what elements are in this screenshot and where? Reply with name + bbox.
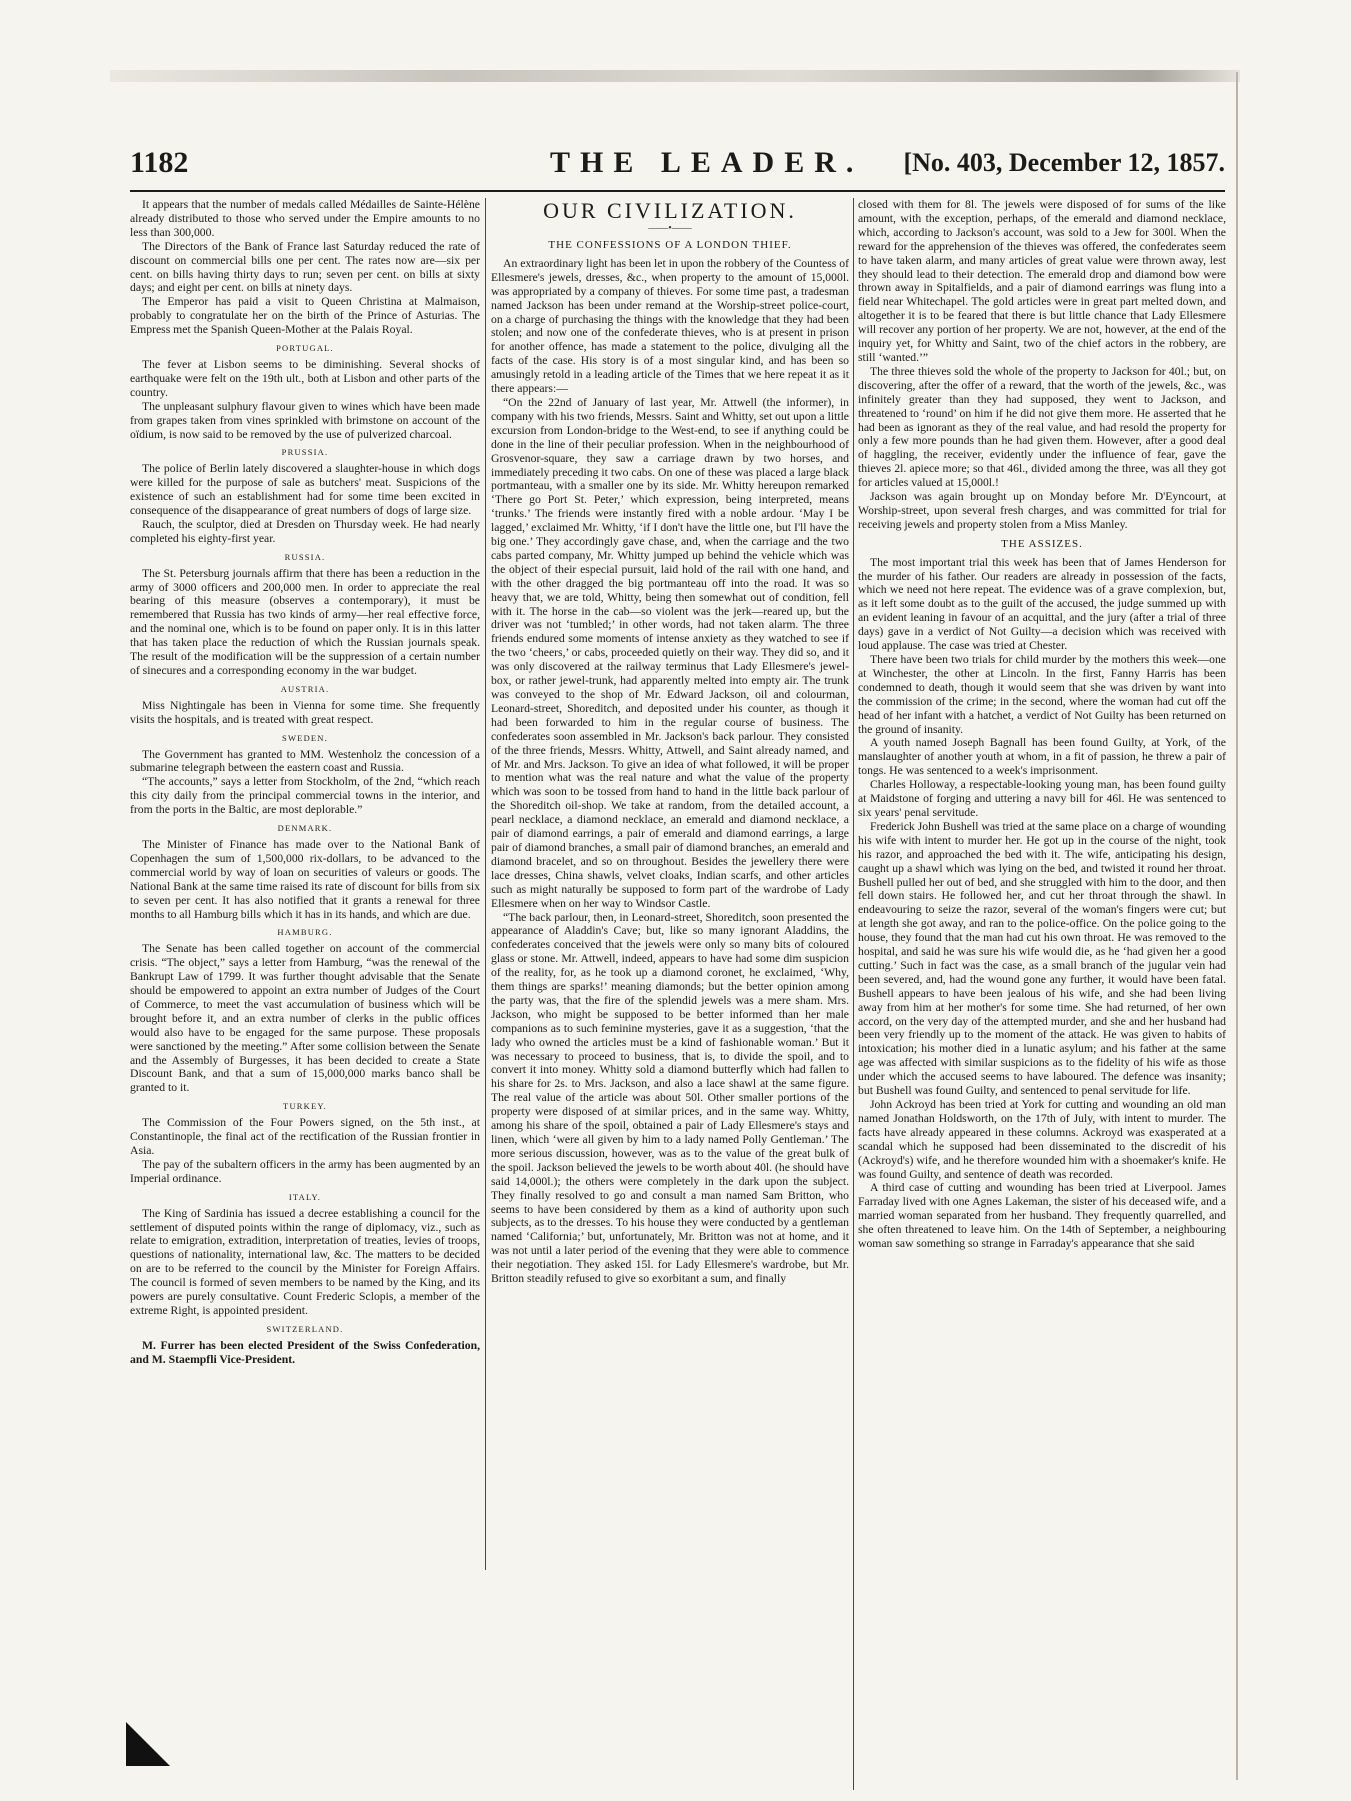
paragraph: A third case of cutting and wounding has been tried at Liverpool. James Farraday lived with one Agnes Lakeman, the sister of his deceased wife, and a married woman separated from her husband. They frequently quarrelled, and she often threatened to leave him. On the 14th of September, a neighbouring woman saw something so strange in Farraday's appearance that she said	[858, 1181, 1226, 1251]
paragraph: John Ackroyd has been tried at York for cutting and wounding an old man named Jonathan Holdsworth, on the 17th of July, with intent to murder. The facts have already appeared in these columns. Ackroyd was exasperated at a scandal which he supposed had been disseminated to the discredit of his (Ackroyd's) wife, and he therefore wounded him with a shoemaker's knife. He was found Guilty, and sentence of death was recorded.	[858, 1098, 1226, 1181]
paragraph: Jackson was again brought up on Monday before Mr. D'Eyncourt, at Worship-street, upon several fresh charges, and was committed for trial for receiving jewels and property stolen from a Miss Manley.	[858, 490, 1226, 531]
section-heading-portugal: PORTUGAL.	[276, 343, 334, 354]
section-heading-austria: AUSTRIA.	[280, 683, 330, 694]
paragraph: closed with them for 8l. The jewels were disposed of for sums of the like amount, with the exception, perhaps, of the emerald and diamond necklace, which, according to Jackson's account, was sold to a Jew for 300l. When the reward for the apprehension of the thieves was offered, the confederates seem to have taken alarm, and many articles of great value were thrown away, lest they should lead to their detection. The emerald drop and diamond bow were thrown away in Spitalfields, and a pair of diamond earrings was flung into a field near Whitechapel. The gold articles were in great part melted down, and altogether it is to be feared that there is but little chance that Lady Ellesmere will recover any portion of her property. We are not, however, at the end of the inquiry yet, for Whitty and Saint, two of the chief actors in the robbery, are still ‘wanted.’”	[858, 198, 1226, 364]
paragraph: A youth named Joseph Bagnall has been found Guilty, at York, of the manslaughter of another youth at whom, in a fit of passion, he threw a pair of tongs. He was sentenced to a week's imprisonment.	[858, 736, 1226, 778]
column-divider-1	[485, 198, 486, 1570]
page-header	[130, 146, 1225, 186]
corner-mark-icon	[126, 1722, 170, 1766]
column-foreign-news	[130, 198, 480, 1570]
paragraph: Rauch, the sculptor, died at Dresden on Thursday week. He had nearly completed his eighty-first year.	[130, 517, 480, 545]
section-title: OUR CIVILIZATION.	[543, 198, 797, 223]
section-heading-denmark: DENMARK.	[277, 823, 333, 834]
column-divider-2	[853, 198, 854, 1790]
paragraph: The Minister of Finance has made over to the National Bank of Copenhagen the sum of 1,500,000 rix-dollars, to be advanced to the commercial world by way of loan on securities of valeurs or goods. The National Bank at the same time raised its rate of discount for bills from six to seven per cent. It has also notified that it grants a renewal for three months to all Hamburg bills which it has in its hands, and which are due.	[130, 837, 480, 921]
article-title-assizes: THE ASSIZES.	[1001, 537, 1083, 550]
scan-smudge	[110, 70, 1240, 82]
page-edge	[1236, 72, 1238, 1780]
paragraph: “The accounts,” says a letter from Stockholm, of the 2nd, “which reach this city daily from the principal commercial towns in the interior, and from the ports in the Baltic, are most deplorable.”	[130, 775, 480, 817]
paragraph: The pay of the subaltern officers in the army has been augmented by an Imperial ordinance.	[130, 1157, 480, 1185]
paragraph: Miss Nightingale has been in Vienna for some time. She frequently visits the hospitals, and is treated with great respect.	[130, 698, 480, 726]
paragraph: Charles Holloway, a respectable-looking young man, has been found guilty at Maidstone of forging and uttering a navy bill for 46l. He was sentenced to six years' penal servitude.	[858, 778, 1226, 819]
paragraph: The Emperor has paid a visit to Queen Christina at Malmaison, probably to congratulate her on the birth of the Prince of Asturias. The Empress met the Spanish Queen-Mother at the Palais Royal.	[130, 295, 480, 337]
paragraph: The Senate has been called together on account of the commercial crisis. “The object,” says a letter from Hamburg, “was the renewal of the Bankrupt Law of 1799. It was further thought advisable that the Senate should be empowered to appoint an extra number of Judges of the Court of Commerce, to meet the vast accumulation of business which will be brought before it, and an extra number of clerks in the public offices would also have to be engaged for the same purpose. These proposals were sanctioned by the meeting.” After some collision between the Senate and the Assembly of Burgesses, it has been decided to create a State Discount Bank, and that a sum of 15,000,000 marks banco shall be granted to it.	[130, 942, 480, 1095]
paragraph: There have been two trials for child murder by the mothers this week—one at Winchester, the other at Lincoln. In the first, Fanny Harris has been condemned to death, though it would seem that she was driven by want into the commission of the crime; in the second, where the woman had cut off the head of her infant with a hatchet, a verdict of Not Guilty has been returned on the ground of insanity.	[858, 653, 1226, 736]
paragraph: The most important trial this week has been that of James Henderson for the murder of his father. Our readers are already in possession of the facts, which we need not here repeat. The evidence was of a grave complexion, but, as it left some doubt as to the guilt of the accused, the judge summed up with an evident leaning in favour of an acquittal, and the jury (after a trial of three days) gave in a verdict of Not Guilty—a decision which was received with loud applause. The case was tried at Chester.	[858, 555, 1226, 653]
column-our-civilization	[491, 198, 849, 1790]
section-heading-russia: RUSSIA.	[284, 551, 326, 562]
ornament: ——•——	[648, 223, 692, 234]
paragraph: “On the 22nd of January of last year, Mr. Attwell (the informer), in company with his two friends, Messrs. Saint and Whitty, set out upon a little excursion from London-bridge to the West-end, to see if anything could be done in the line of their peculiar profession. When in the neighbourhood of Grosvenor-square, they saw a carriage drawn by two horses, and immediately preceding it two cabs. On one of these was placed a large black portmanteau, with a smaller one by its side. Mr. Whitty hereupon remarked ‘There go Port St. Peter,’ which expression, being interpreted, means ‘trunks.’ The friends were instantly fired with a noble ardour. ‘May I be lagged,’ exclaimed Mr. Whitty, ‘if I don't have the little one, but I'll have the big one.’ They accordingly gave chase, and, when the carriage and the two cabs parted company, Mr. Whitty jumped up behind the vehicle which was the object of their especial pursuit, laid hold of the rail with one hand, and with the other dragged the big portmanteau off into the road. It was so heavy that, we are told, Whitty, being then somewhat out of condition, fell with it. The horse in the cab—so violent was the jerk—reared up, but the driver was not ‘tumbled;’ in other words, had not taken alarm. The three friends endured some moments of intense anxiety as they watched to see if the two ‘cheers,’ or cabs, proceeded quietly on their way. They did so, and it was only discovered at the railway terminus that Lady Ellesmere's jewel-box, or rather jewel-trunk, had apparently melted into empty air. The trunk was conveyed to the shop of Mr. Edward Jackson, oil and colourman, Leonard-street, Shoreditch, and deposited under his counter, as though it had been forwarded to him in the regular course of business. The confederates soon assembled in Mr. Jackson's back parlour. They consisted of the three friends, Messrs. Whitty, Attwell, and Saint already named, and of Mr. and Mrs. Jackson. To give an idea of what followed, it will be proper to mention what was the real nature and what the value of the property which was soon to be tossed from hand to hand in the little back parlour of the Shoreditch oil-shop. We take at random, from the detailed account, a pearl necklace, a diamond necklace, an emerald and diamond necklace, a pair of diamond earrings, a pair of emerald and diamond earrings, a large pair of diamond branches, a small pair of diamond branches, an emerald and diamond bracelet, and so on throughout. Besides the jewellery there were lace dresses, China shawls, velvet cloaks, Indian scarfs, and other articles such as might naturally be supposed to form part of the wardrobe of Lady Ellesmere when on her way to Windsor Castle.	[491, 395, 849, 910]
issue-date: [No. 403, December 12, 1857.	[903, 148, 1225, 177]
paragraph: The Directors of the Bank of France last Saturday reduced the rate of discount on commercial bills one per cent. The rates now are—six per cent. on bills having thirty days to run; seven per cent. on bills at sixty days; and eight per cent. on bills at ninety days.	[130, 239, 480, 295]
column-assizes	[858, 198, 1226, 1790]
section-heading-hamburg: HAMBURG.	[277, 927, 333, 938]
paragraph: Frederick John Bushell was tried at the same place on a charge of wounding his wife with intent to murder her. He got up in the course of the night, took his razor, and approached the bed with it. The wife, anticipating his design, caught up a shawl which was lying on the bed, and twisted it round her throat. Bushell pulled her out of bed, and she struggled with him to the door, and then fell down stairs. He followed her, and cut her throat through the shawl. In endeavouring to seize the razor, several of the woman's fingers were cut; but at length she got away, and ran to the police-office. On the police going to the house, they found that the man had cut his own throat. He was removed to the hospital, and said he was sure his wife would die, as he ‘had given her a good cutting.’ Such in fact was the case, as a small branch of the jugular vein had been severed, and, had the wound gone any further, it would have been fatal. Bushell appears to have been jealous of his wife, and she had been living away from him at her mother's for some time. She had returned, of her own accord, on the very day of the attempted murder, and she and her husband had been very friendly up to the moment of the attack. He was given to habits of intoxication; his mother died in a lunatic asylum; and his father at the same age was affected with similar suspicions as to the fidelity of his wife as those under which the accused seems to have laboured. The defence was insanity; but Bushell was found Guilty, and sentenced to penal servitude for life.	[858, 819, 1226, 1098]
section-heading-switzerland: SWITZERLAND.	[266, 1323, 344, 1334]
paragraph: “The back parlour, then, in Leonard-street, Shoreditch, soon presented the appearance of Aladdin's Cave; but, like so many ignorant Aladdins, the confederates conceived that the jewels were only so many bits of coloured glass or stone. Mr. Attwell, indeed, appears to have had some dim suspicion of the reality, for, as he took up a diamond coronet, he exclaimed, ‘Why, them things are sparks!’ meaning diamonds; but the better opinion among the party was, that the fire of the splendid jewels was a mere sham. Mrs. Jackson, who might be supposed to be better informed than her male companions as to such feminine mysteries, gave it as a suggestion, ‘that the lady who owned the articles must be a kind of fashionable woman.’ But it was necessary to proceed to business, that is, to divide the spoil, and to convert it into money. Whitty sold a diamond butterfly which had fallen to his share for 2s. to Mrs. Jackson, and also a lace shawl at the same figure. The real value of the article was about 50l. Other smaller portions of the property were disposed of at similar prices, and in the same way. Whitty, among his share of the spoil, obtained a pair of Lady Ellesmere's stays and linen, which ‘were all given by him to a lady named Polly Gentleman.’ The more serious discussion, however, was as to the value of the great bulk of the spoil. Jackson believed the jewels to be worth about 40l. (he should have said 14,000l.); the others were completely in the dark upon the subject. They finally resolved to go and consult a man named Sam Britton, who seems to have been considered by them as a kind of authority upon such subjects, as to the dresses. To his house they were conducted by a gentleman named ‘California;’ but, unfortunately, Mr. Britton was not at home, and it was not until a later period of the evening that they were able to commence their negotiation. They asked 15l. for Lady Ellesmere's wardrobe, but Mr. Britton steadily refused to give so exorbitant a sum, and finally	[491, 910, 849, 1286]
paragraph: The police of Berlin lately discovered a slaughter-house in which dogs were killed for the purpose of sale as butchers' meat. Suspicions of the existence of such an establishment had for some time been excited in consequence of the disappearance of great numbers of dogs of large size.	[130, 462, 480, 518]
paragraph: The St. Petersburg journals affirm that there has been a reduction in the army of 3000 officers and 200,000 men. In order to appreciate the real bearing of this measure (observes a contemporary), it must be remembered that Russia has two kinds of army—her real effective force, and the nominal one, which is to be found on paper only. It is in this latter that has taken place the reduction of which the Russian journals speak. The result of the modification will be the suppression of a certain number of sinecures and a corresponding economy in the war budget.	[130, 566, 480, 677]
paragraph: The Government has granted to MM. Westenholz the concession of a submarine telegraph between the eastern coast and Russia.	[130, 747, 480, 775]
section-heading-prussia: PRUSSIA.	[281, 447, 329, 458]
paragraph: The King of Sardinia has issued a decree establishing a council for the settlement of disputed points within the range of diplomacy, viz., such as relate to emigration, extradition, interpretation of treaties, levies of troops, questions of nationality, international law, &c. The matters to be decided on are to be referred to the council by the Minister for Foreign Affairs. The council is formed of seven members to be named by the King, and its powers are purely consultative. Count Frederic Sclopis, a member of the extreme Right, is appointed president.	[130, 1206, 480, 1317]
paragraph: An extraordinary light has been let in upon the robbery of the Countess of Ellesmere's jewels, dresses, &c., when property to the amount of 15,000l. was appropriated by a company of thieves. For some time past, a tradesman named Jackson has been under remand at the Worship-street police-court, on a charge of purchasing the things with the knowledge that they had been stolen; and now one of the confederate thieves, who is at present in prison for another offence, has made a statement to the police, divulging all the facts of the case. His story is of a most singular kind, and has been so amusingly retold in a leading article of the Times that we here repeat it as it there appears:—	[491, 256, 849, 396]
newspaper-title: THE LEADER.	[550, 146, 864, 179]
article-title: THE CONFESSIONS OF A LONDON THIEF.	[548, 239, 792, 251]
header-rule	[130, 190, 1225, 192]
paragraph: It appears that the number of medals called Médailles de Sainte-Hélène already distributed to those who served under the Empire amounts to no less than 300,000.	[130, 198, 480, 239]
paragraph: The fever at Lisbon seems to be diminishing. Several shocks of earthquake were felt on the 19th ult., both at Lisbon and other parts of the country.	[130, 357, 480, 399]
section-heading-sweden: SWEDEN.	[282, 732, 328, 743]
section-heading-turkey: TURKEY.	[283, 1101, 327, 1112]
paragraph: M. Furrer has been elected President of the Swiss Confederation, and M. Staempfli Vice-President.	[130, 1338, 480, 1366]
section-heading-italy: ITALY.	[288, 1191, 322, 1202]
paragraph: The Commission of the Four Powers signed, on the 5th inst., at Constantinople, the final act of the rectification of the Russian frontier in Asia.	[130, 1116, 480, 1157]
paragraph: The three thieves sold the whole of the property to Jackson for 40l.; but, on discovering, after the offer of a reward, that the worth of the jewels, &c., was infinitely greater than they had supposed, they went to Jackson, and threatened to ‘round’ on him if he did not give them more. He asserted that he had been as ignorant as they of the real value, and had resold the property for only a few more pounds than he had given them. However, after a good deal of haggling, the receiver, evidently under the influence of fear, gave the thieves 2l. apiece more; so that 46l., divided among the three, was all they got for articles valued at 15,000l.!	[858, 364, 1226, 490]
page-number: 1182	[130, 146, 189, 179]
paragraph: The unpleasant sulphury flavour given to wines which have been made from grapes taken from vines sprinkled with brimstone on account of the oïdium, is now said to be removed by the use of pulverized charcoal.	[130, 399, 480, 441]
